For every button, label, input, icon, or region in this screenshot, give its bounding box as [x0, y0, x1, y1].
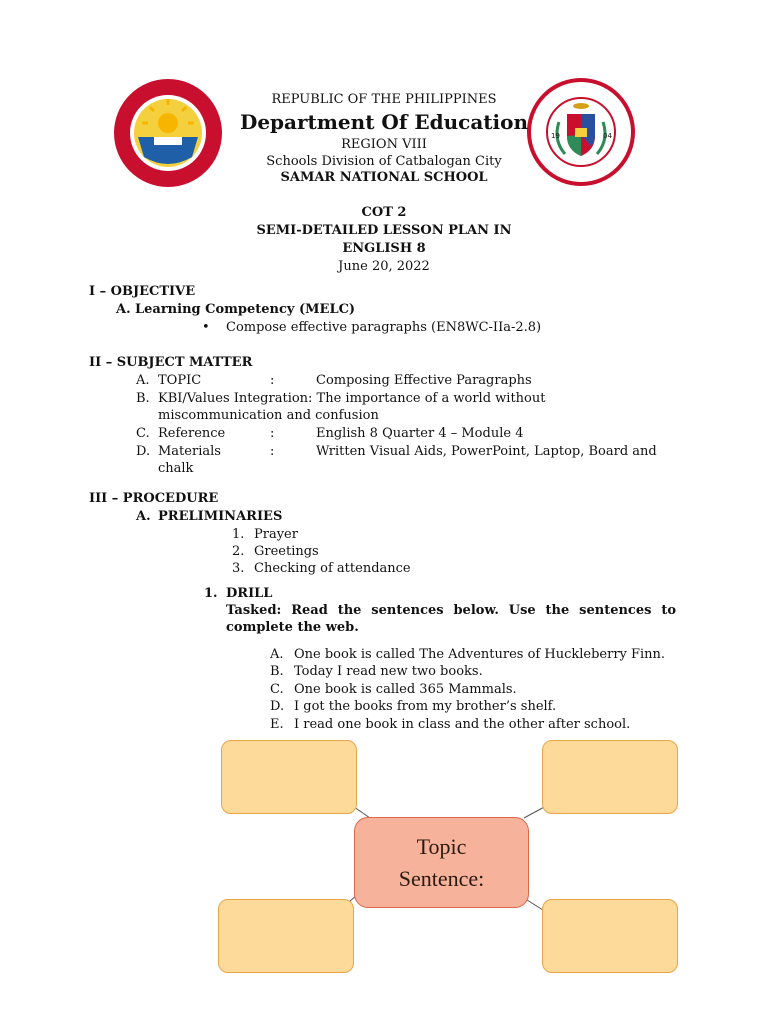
republic-line: REPUBLIC OF THE PHILIPPINES	[271, 92, 497, 107]
school-seal-icon	[531, 82, 631, 182]
topic-sentence-label: Topic Sentence:	[398, 833, 485, 891]
bullet-icon: •	[202, 320, 210, 335]
sentence-c: One book is called 365 Mammals.	[294, 682, 517, 697]
lesson-title-block	[184, 204, 584, 276]
department-title: Department Of Education	[239, 110, 529, 135]
list-item-marker: 2.	[232, 544, 245, 559]
list-item-attendance: Checking of attendance	[254, 561, 411, 576]
sm-reference-sep: :	[270, 426, 275, 441]
subject-matter-heading: II – SUBJECT MATTER	[89, 355, 253, 370]
sm-item-marker: A.	[136, 373, 150, 388]
procedure-heading: III – PROCEDURE	[89, 491, 219, 506]
sm-item-marker: C.	[136, 426, 150, 441]
sm-topic-label: TOPIC	[158, 373, 202, 388]
web-box-bottom-right[interactable]	[542, 899, 678, 973]
sentence-marker: D.	[270, 699, 285, 714]
cot-line: COT 2	[361, 205, 407, 220]
drill-marker: 1.	[204, 586, 218, 601]
sentence-b: Today I read new two books.	[294, 664, 483, 679]
deped-seal-icon	[114, 79, 222, 187]
lesson-date: June 20, 2022	[338, 259, 430, 274]
list-item-prayer: Prayer	[254, 527, 298, 542]
sentence-marker: A.	[270, 647, 284, 662]
sm-kbi-text-cont: miscommunication and confusion	[158, 408, 379, 423]
procedure-sub-heading: PRELIMINARIES	[158, 509, 283, 524]
division-line: Schools Division of Catbalogan City	[266, 153, 502, 169]
sentence-marker: B.	[270, 664, 284, 679]
list-item-greetings: Greetings	[254, 544, 319, 559]
school-seal-logo	[527, 78, 635, 186]
school-name: SAMAR NATIONAL SCHOOL	[280, 169, 488, 185]
sm-materials-value-cont: chalk	[158, 461, 194, 476]
sm-item-marker: D.	[136, 444, 151, 459]
sentence-a: One book is called The Adventures of Huckleberry Finn.	[294, 647, 666, 662]
subject-title: ENGLISH 8	[342, 241, 426, 256]
sm-materials-sep: :	[270, 444, 275, 459]
sm-reference-value: English 8 Quarter 4 – Module 4	[316, 426, 524, 441]
objective-bullet-text: Compose effective paragraphs (EN8WC-IIa-2.8)	[226, 320, 542, 335]
seal-year-right: 04	[603, 132, 612, 140]
sentence-marker: E.	[270, 717, 284, 732]
sm-topic-sep: :	[270, 373, 275, 388]
web-box-bottom-left[interactable]	[218, 899, 354, 973]
sm-topic-value: Composing Effective Paragraphs	[316, 373, 532, 388]
drill-task: Tasked: Read the sentences below. Use the sentences to complete the web.	[226, 603, 676, 635]
sm-kbi-text: KBI/Values Integration: The importance of a world without	[158, 391, 546, 406]
sentence-e: I read one book in class and the other after school.	[294, 717, 631, 732]
web-box-top-right[interactable]	[542, 740, 678, 814]
seal-year-left: 19	[551, 132, 560, 140]
list-item-marker: 1.	[232, 527, 245, 542]
deped-seal-logo	[114, 79, 222, 187]
drill-heading: DRILL	[226, 586, 273, 601]
procedure-sub-marker: A.	[136, 509, 151, 524]
sm-reference-label: Reference	[158, 426, 226, 441]
sentence-marker: C.	[270, 682, 284, 697]
region-line: REGION VIII	[341, 137, 427, 153]
list-item-marker: 3.	[232, 561, 245, 576]
document-header	[234, 92, 534, 186]
web-box-top-left[interactable]	[221, 740, 357, 814]
lesson-plan-title: SEMI-DETAILED LESSON PLAN IN	[256, 223, 512, 238]
objective-sub-heading: Learning Competency (MELC)	[135, 302, 356, 317]
objective-sub-marker: A.	[116, 302, 131, 317]
topic-sentence-box[interactable]	[354, 817, 529, 908]
sm-item-marker: B.	[136, 391, 150, 406]
sm-materials-label: Materials	[158, 444, 221, 459]
sm-materials-value: Written Visual Aids, PowerPoint, Laptop, Board and	[316, 444, 657, 459]
sentence-d: I got the books from my brother’s shelf.	[294, 699, 557, 714]
objective-heading: I – OBJECTIVE	[89, 284, 196, 299]
